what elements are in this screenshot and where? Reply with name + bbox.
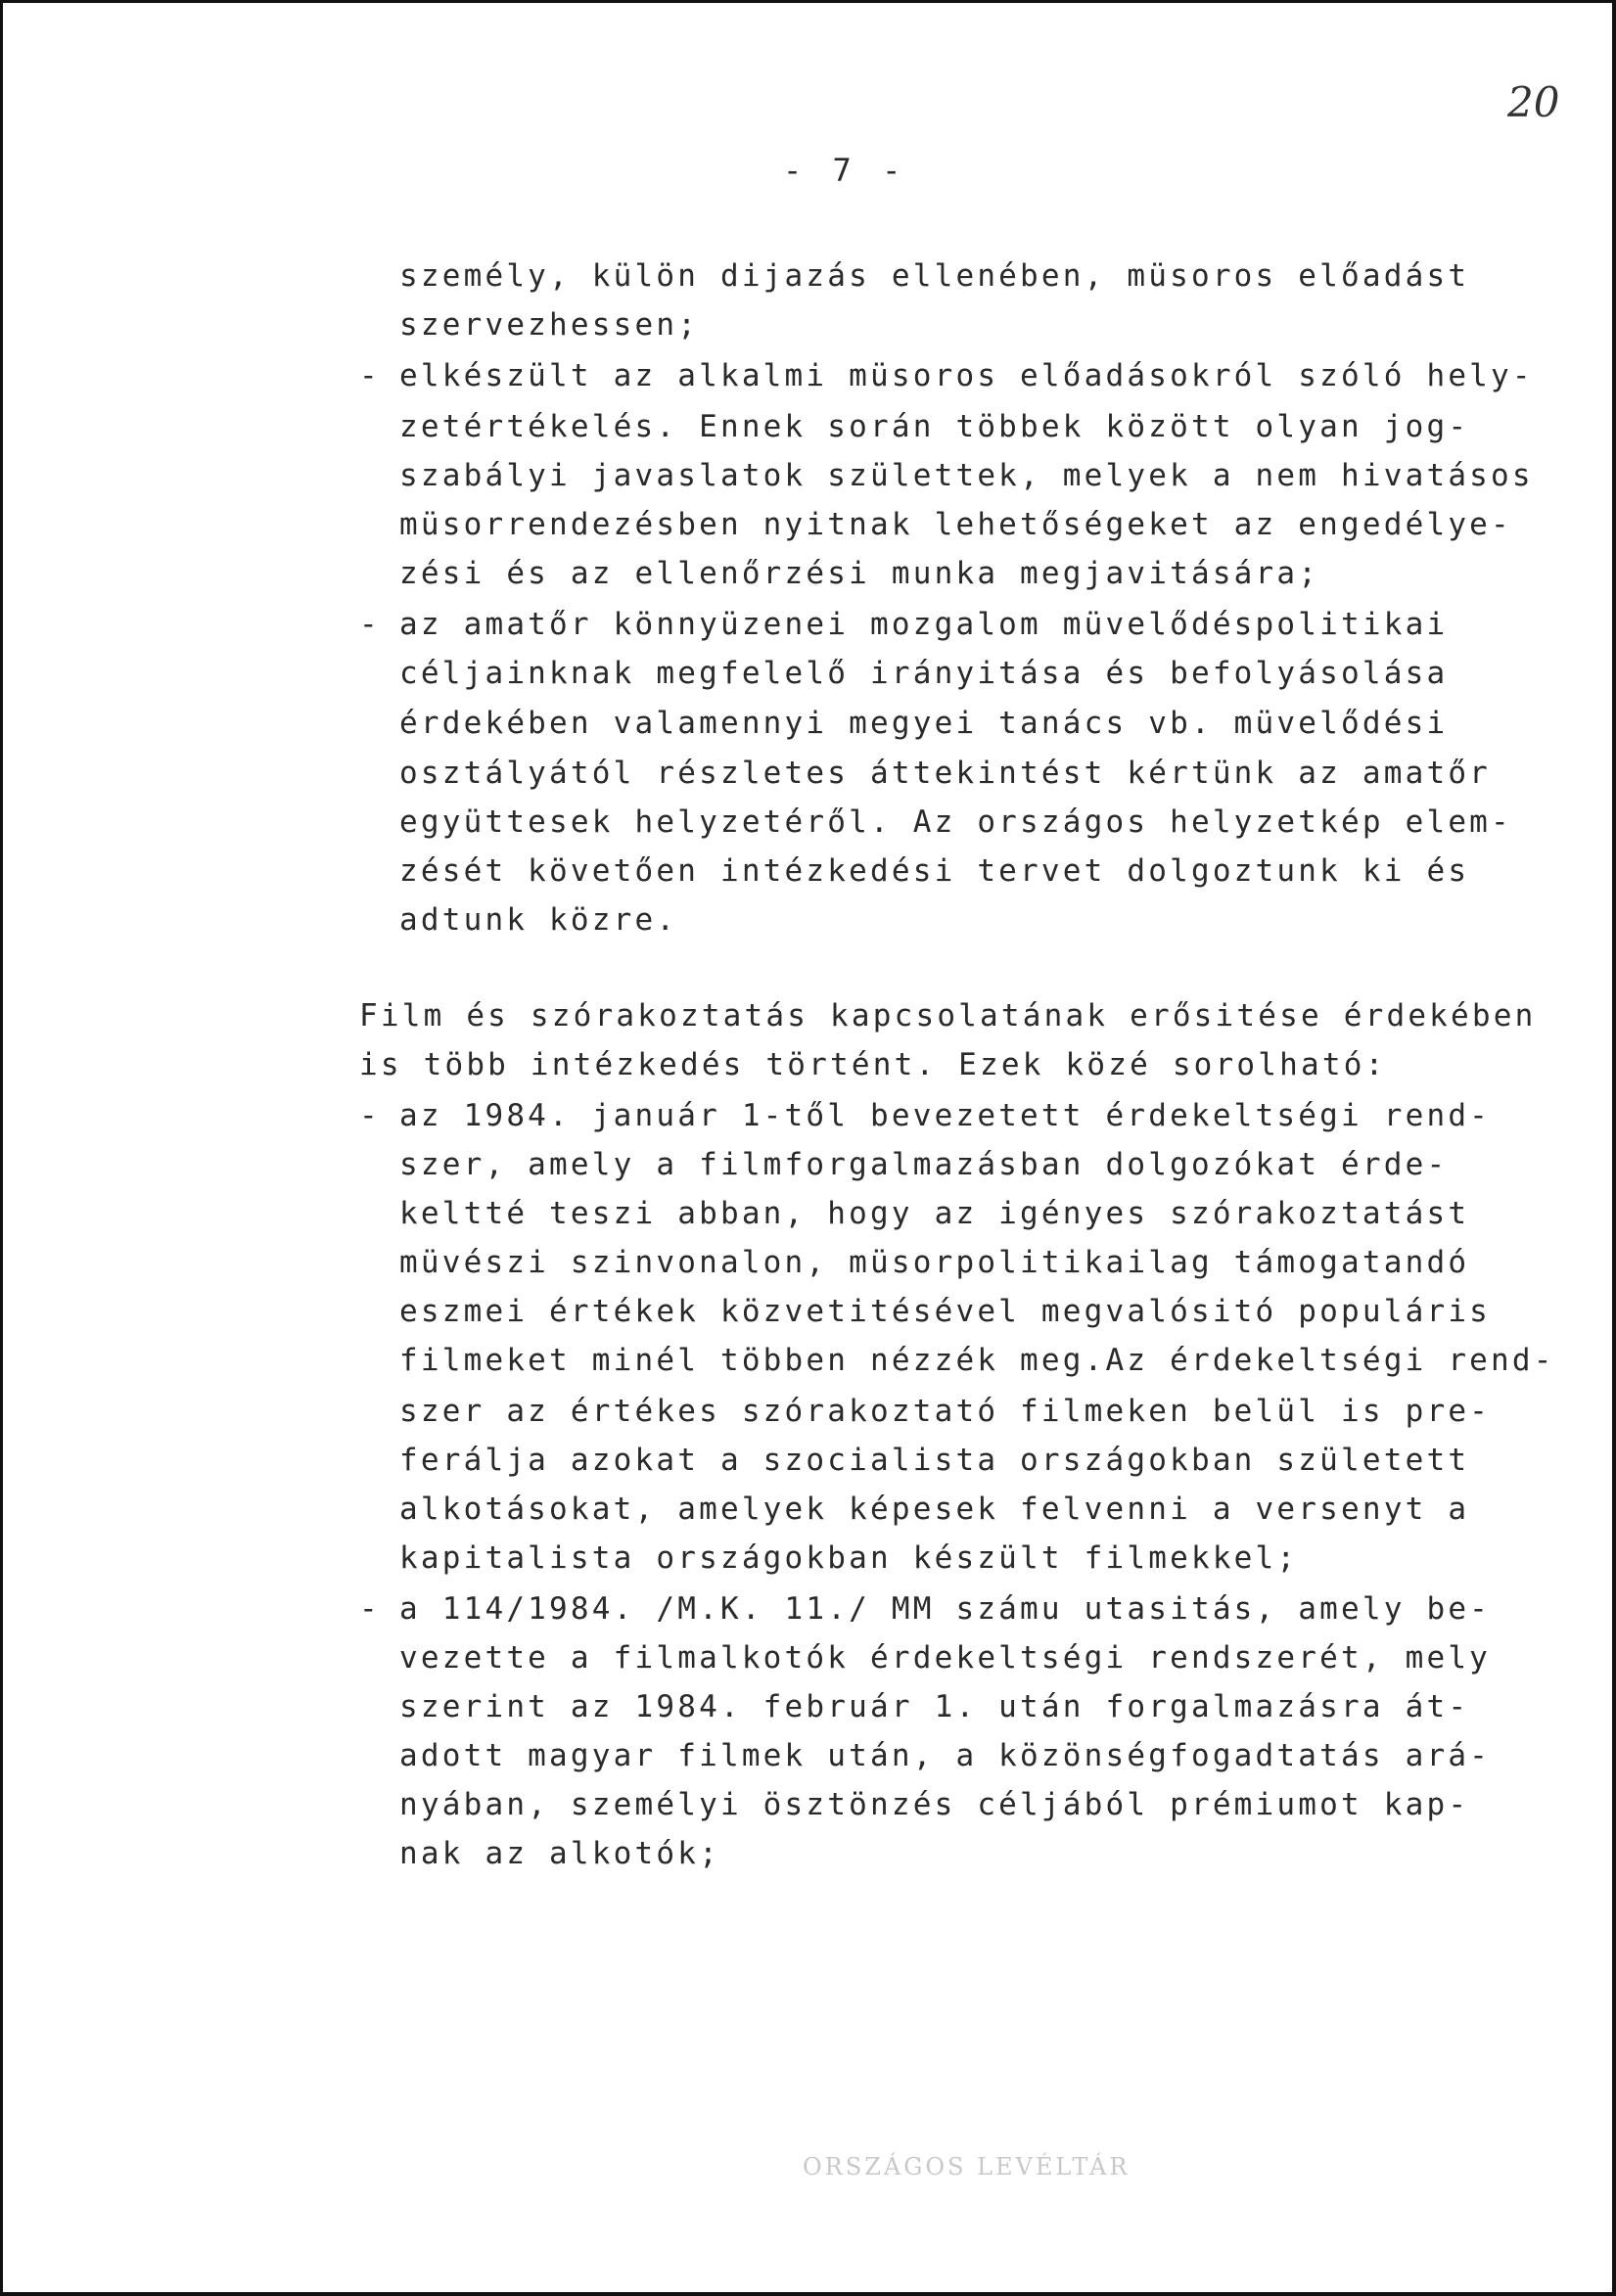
text-line: szabályi javaslatok születtek, melyek a nem hivatásos [399, 458, 1534, 493]
text-line: kapitalista országokban készült filmekkel; [399, 1540, 1299, 1576]
scan-border-left [0, 0, 3, 2296]
text-line: céljainknak megfelelő irányitása és befolyásolása [399, 656, 1449, 691]
text-line: elkészült az alkalmi müsoros előadásokról szóló hely- [399, 358, 1534, 393]
text-line: osztályától részletes áttekintést kértünk az amatőr [399, 756, 1492, 791]
text-line: adott magyar filmek után, a közönségfogadtatás ará- [399, 1738, 1492, 1773]
bullet-dash: - [359, 1591, 378, 1627]
text-line: zetértékelés. Ennek során többek között olyan jog- [399, 409, 1470, 444]
text-line: szer, amely a filmforgalmazásban dolgozókat érde- [399, 1147, 1449, 1182]
text-line: együttesek helyzetéről. Az országos helyzetkép elem- [399, 804, 1512, 840]
text-line: alkotásokat, amelyek képesek felvenni a versenyt a [399, 1492, 1470, 1527]
text-line: a 114/1984. /M.K. 11./ MM számu utasitás, amely be- [399, 1591, 1492, 1627]
text-line: ferálja azokat a szocialista országokban született [399, 1443, 1470, 1478]
archive-stamp: ORSZÁGOS LEVÉLTÁR [803, 2153, 1131, 2181]
text-line: nak az alkotók; [399, 1836, 720, 1871]
text-line: nyában, személyi ösztönzés céljából prémiumot kap- [399, 1787, 1470, 1822]
page-number: - 7 - [783, 152, 907, 189]
scan-border-right [1612, 0, 1616, 2296]
bullet-dash: - [359, 1098, 378, 1133]
text-line: szer az értékes szórakoztató filmeken belül is pre- [399, 1394, 1492, 1429]
text-line: filmeket minél többen nézzék meg.Az érdekeltségi rend- [399, 1343, 1555, 1378]
text-line: is több intézkedés történt. Ezek közé sorolható: [359, 1047, 1387, 1082]
text-line: müvészi szinvonalon, müsorpolitikailag támogatandó [399, 1245, 1470, 1280]
text-line: szervezhessen; [399, 307, 700, 343]
bullet-dash: - [359, 358, 378, 393]
text-line: az 1984. január 1-től bevezetett érdekeltségi rend- [399, 1098, 1492, 1133]
text-line: zését követően intézkedési tervet dolgoztunk ki és [399, 853, 1470, 889]
scan-border-bottom [0, 2292, 1616, 2296]
text-line: személy, külön dijazás ellenében, müsoros előadást [399, 258, 1470, 294]
text-line: keltté teszi abban, hogy az igényes szórakoztatást [399, 1196, 1470, 1231]
text-line: adtunk közre. [399, 902, 678, 938]
text-line: zési és az ellenőrzési munka megjavitására; [399, 556, 1320, 591]
handwritten-page-mark: 20 [1507, 78, 1560, 126]
text-line: vezette a filmalkotók érdekeltségi rendszerét, mely [399, 1640, 1492, 1676]
text-line: Film és szórakoztatás kapcsolatának erősitése érdekében [359, 998, 1537, 1033]
text-line: szerint az 1984. február 1. után forgalmazásra át- [399, 1689, 1470, 1724]
bullet-dash: - [359, 607, 378, 642]
scan-border-top [0, 0, 1616, 3]
text-line: eszmei értékek közvetitésével megvalósitó populáris [399, 1294, 1492, 1329]
text-line: müsorrendezésben nyitnak lehetőségeket az engedélye- [399, 507, 1512, 542]
text-line: érdekében valamennyi megyei tanács vb. müvelődési [399, 706, 1449, 741]
text-line: az amatőr könnyüzenei mozgalom müvelődéspolitikai [399, 607, 1449, 642]
